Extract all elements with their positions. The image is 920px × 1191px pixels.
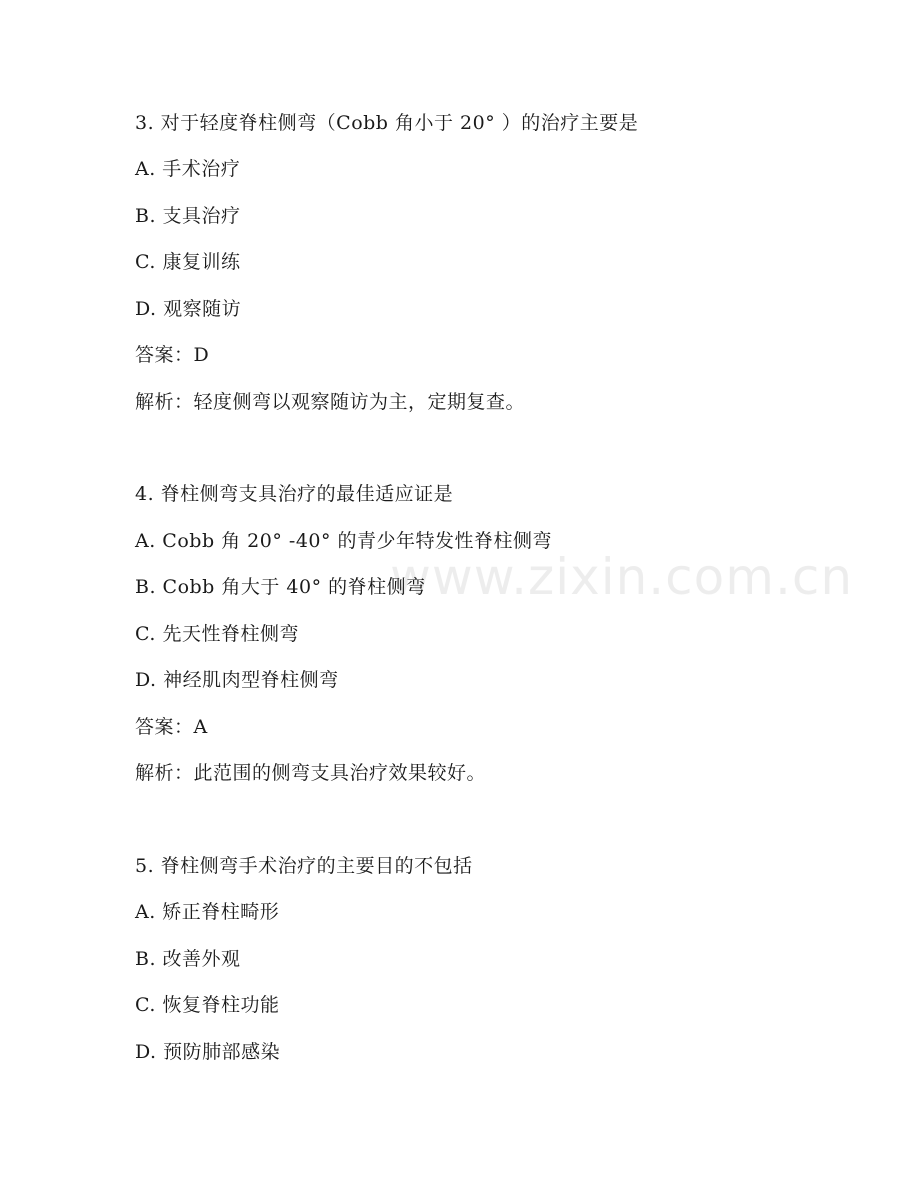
question-3-analysis: 解析：轻度侧弯以观察随访为主，定期复查。 bbox=[135, 391, 526, 413]
question-5-option-b: B. 改善外观 bbox=[135, 948, 241, 970]
question-4-answer: 答案：A bbox=[135, 716, 208, 738]
question-4-analysis: 解析：此范围的侧弯支具治疗效果较好。 bbox=[135, 762, 487, 784]
question-5-option-d: D. 预防肺部感染 bbox=[135, 1041, 281, 1063]
question-5-option-a: A. 矫正脊柱畸形 bbox=[135, 901, 280, 923]
question-3-text: 3. 对于轻度脊柱侧弯（Cobb 角小于 20° ）的治疗主要是 bbox=[135, 112, 639, 134]
question-4-option-a: A. Cobb 角 20° -40° 的青少年特发性脊柱侧弯 bbox=[135, 530, 553, 552]
question-3-option-c: C. 康复训练 bbox=[135, 251, 241, 273]
question-3-answer: 答案：D bbox=[135, 344, 210, 366]
question-5-text: 5. 脊柱侧弯手术治疗的主要目的不包括 bbox=[135, 855, 473, 877]
question-4-text: 4. 脊柱侧弯支具治疗的最佳适应证是 bbox=[135, 483, 454, 505]
watermark: www.zixin.com.cn bbox=[390, 548, 854, 606]
question-4-option-b: B. Cobb 角大于 40° 的脊柱侧弯 bbox=[135, 576, 426, 598]
question-4-option-c: C. 先天性脊柱侧弯 bbox=[135, 623, 299, 645]
question-4-option-d: D. 神经肌肉型脊柱侧弯 bbox=[135, 669, 339, 691]
question-5-option-c: C. 恢复脊柱功能 bbox=[135, 994, 280, 1016]
question-3-option-a: A. 手术治疗 bbox=[135, 158, 241, 180]
question-3-option-d: D. 观察随访 bbox=[135, 298, 242, 320]
question-3-option-b: B. 支具治疗 bbox=[135, 205, 241, 227]
